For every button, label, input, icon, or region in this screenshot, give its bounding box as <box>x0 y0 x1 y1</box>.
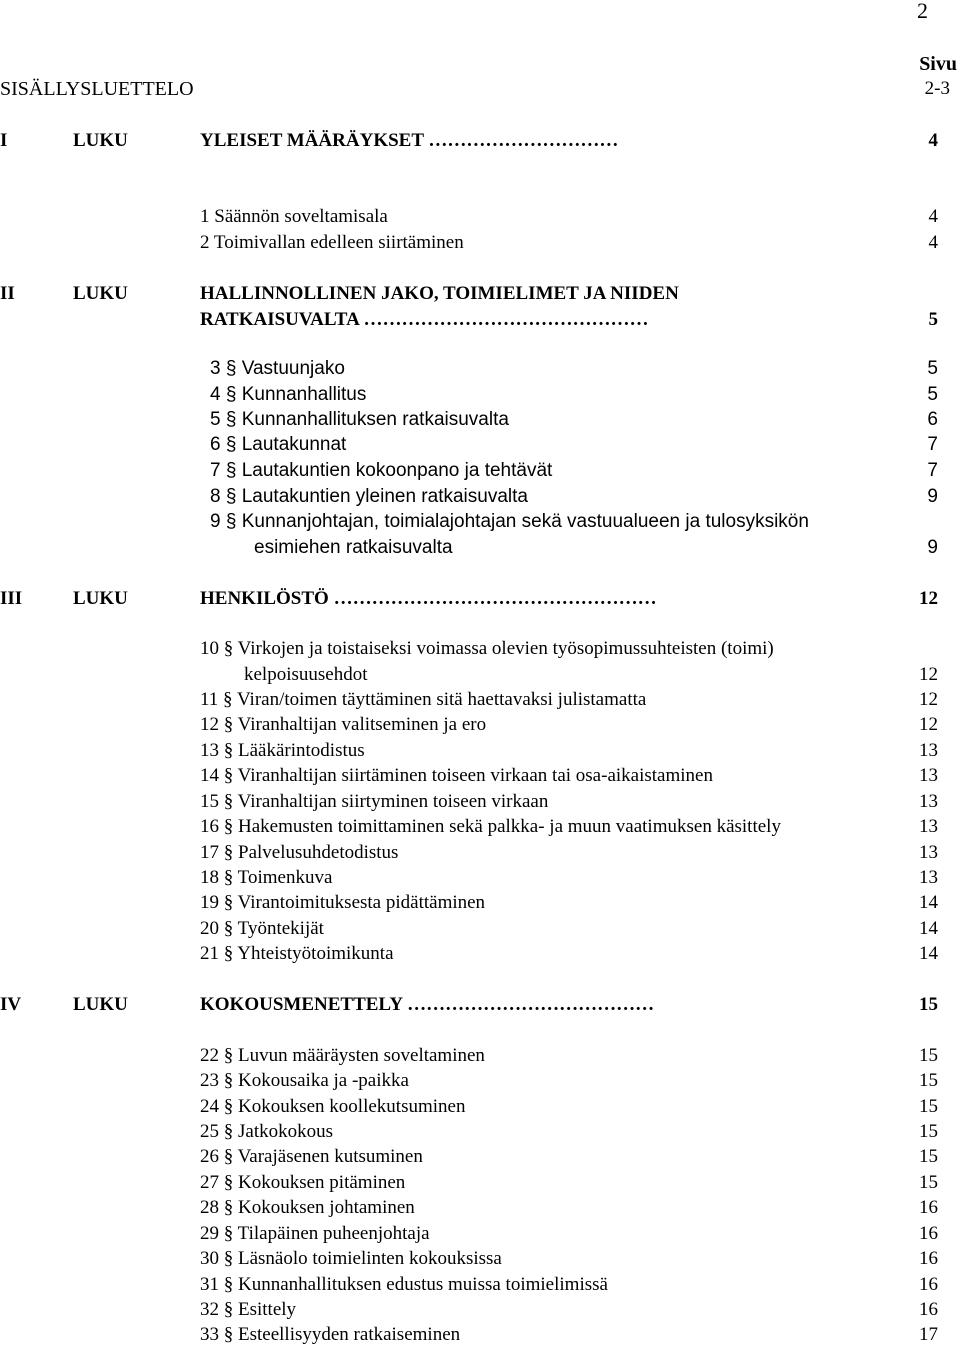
paragraph-sign: § <box>225 460 237 481</box>
paragraph-sign: § <box>223 943 234 964</box>
chapter-roman: IV <box>0 994 22 1015</box>
section-number: 32 <box>200 1299 219 1320</box>
paragraph-sign: § <box>223 1197 234 1218</box>
section-text: Toimenkuva <box>237 867 333 888</box>
chapter-luku: LUKU <box>73 588 128 609</box>
chapter-roman: I <box>0 130 8 151</box>
section-number: 21 <box>200 943 219 964</box>
section-text: Tilapäinen puheenjohtaja <box>237 1223 430 1244</box>
section-30 <box>200 1249 502 1268</box>
section-number: 12 <box>200 714 219 735</box>
section-6 <box>210 435 346 454</box>
section-text: Kunnanhallitus <box>241 384 367 405</box>
chapter-page: 4 <box>928 130 938 151</box>
section-27 <box>200 1173 405 1192</box>
section-page: 16 <box>919 1197 938 1218</box>
paragraph-sign: § <box>223 842 234 863</box>
section-10 <box>200 639 774 658</box>
section-page: 16 <box>919 1223 938 1244</box>
paragraph-sign: § <box>223 1324 234 1345</box>
section-9 <box>210 512 809 531</box>
section-page: 7 <box>927 460 938 481</box>
section-text: Yhteistyötoimikunta <box>237 943 394 964</box>
paragraph-sign: § <box>223 1070 234 1091</box>
page-column-header: Sivu <box>919 53 957 75</box>
section-number: 13 <box>200 740 219 761</box>
section-number: 19 <box>200 892 219 913</box>
paragraph-sign: § <box>225 511 237 532</box>
paragraph-sign: § <box>223 867 234 888</box>
section-page: 14 <box>919 892 938 913</box>
paragraph-sign: § <box>223 1274 234 1295</box>
section-page: 14 <box>919 943 938 964</box>
section-page: 15 <box>919 1045 938 1066</box>
section-page: 9 <box>927 537 938 558</box>
section-29 <box>200 1224 430 1243</box>
section-text-continued: kelpoisuusehdot <box>244 664 368 685</box>
section-number: 5 <box>210 409 221 430</box>
paragraph-sign: § <box>223 1299 234 1320</box>
section-22 <box>200 1046 485 1065</box>
chapter-luku: LUKU <box>73 283 128 304</box>
section-text: Esittely <box>238 1299 297 1320</box>
paragraph-sign: § <box>223 1045 234 1066</box>
section-text: Viranhaltijan valitseminen ja ero <box>237 714 487 735</box>
paragraph-sign: § <box>223 1096 234 1117</box>
chapter-title: KOKOUSMENETTELY ………………………………… <box>200 994 655 1015</box>
section-page: 15 <box>919 1121 938 1142</box>
section-number: 9 <box>210 511 221 532</box>
section-number: 31 <box>200 1274 219 1295</box>
section-text: Toimivallan edelleen siirtäminen <box>213 232 464 253</box>
page-number: 2 <box>917 0 928 23</box>
section-text: Viranhaltijan siirtäminen toiseen virkaan tai osa-aikaistaminen <box>237 765 713 786</box>
paragraph-sign: § <box>223 816 234 837</box>
section-5 <box>210 410 509 429</box>
section-page: 5 <box>927 358 938 379</box>
section-number: 7 <box>210 460 221 481</box>
paragraph-sign: § <box>223 740 234 761</box>
chapter-title: HALLINNOLLINEN JAKO, TOIMIELIMET JA NIIDEN <box>200 283 679 304</box>
paragraph-sign: § <box>225 409 237 430</box>
paragraph-sign: § <box>223 918 234 939</box>
section-24 <box>200 1097 465 1116</box>
section-23 <box>200 1071 409 1090</box>
paragraph-sign: § <box>223 638 234 659</box>
section-text: Läsnäolo toimielinten kokouksissa <box>238 1248 502 1269</box>
toc-title: SISÄLLYSLUETTELO <box>0 78 194 100</box>
section-2 <box>200 233 464 252</box>
section-page: 15 <box>919 1070 938 1091</box>
section-text: Esteellisyyden ratkaiseminen <box>238 1324 461 1345</box>
section-21 <box>200 944 394 963</box>
paragraph-sign: § <box>223 714 234 735</box>
section-number: 17 <box>200 842 219 863</box>
section-page: 4 <box>928 232 938 253</box>
section-page: 16 <box>919 1248 938 1269</box>
chapter-title: HENKILÖSTÖ …………………………………………… <box>200 588 657 609</box>
section-page: 12 <box>919 714 938 735</box>
section-number: 27 <box>200 1172 219 1193</box>
section-text: Lautakunnat <box>241 434 347 455</box>
section-4 <box>210 385 366 404</box>
section-12 <box>200 715 486 734</box>
section-text: Kokouksen pitäminen <box>238 1172 406 1193</box>
section-25 <box>200 1122 333 1141</box>
section-number: 26 <box>200 1146 219 1167</box>
section-text-continued: esimiehen ratkaisuvalta <box>254 537 453 558</box>
section-text: Viranhaltijan siirtyminen toiseen virkaan <box>237 791 549 812</box>
section-number: 4 <box>210 384 221 405</box>
section-33 <box>200 1325 460 1344</box>
section-20 <box>200 919 324 938</box>
section-number: 3 <box>210 358 221 379</box>
paragraph-sign: § <box>223 791 234 812</box>
section-number: 6 <box>210 434 221 455</box>
chapter-title: YLEISET MÄÄRÄYKSET ………………………… <box>200 130 619 151</box>
section-number: 8 <box>210 486 221 507</box>
section-1 <box>200 207 388 226</box>
section-page: 16 <box>919 1274 938 1295</box>
section-text: Kunnanhallituksen edustus muissa toimielimissä <box>238 1274 608 1295</box>
section-text: Säännön soveltamisala <box>214 206 388 227</box>
section-text: Kunnanhallituksen ratkaisuvalta <box>241 409 509 430</box>
section-number: 24 <box>200 1096 219 1117</box>
chapter-roman: III <box>0 588 23 609</box>
section-page: 5 <box>927 384 938 405</box>
section-number: 15 <box>200 791 219 812</box>
section-page: 12 <box>919 664 938 685</box>
chapter-luku: LUKU <box>73 994 128 1015</box>
section-text: Viran/toimen täyttäminen sitä haettavaksi julistamatta <box>236 689 647 710</box>
section-page: 13 <box>919 842 938 863</box>
paragraph-sign: § <box>225 434 237 455</box>
section-text: Kunnanjohtajan, toimialajohtajan sekä vastuualueen ja tulosyksikön <box>241 511 809 532</box>
section-15 <box>200 792 548 811</box>
section-page: 15 <box>919 1096 938 1117</box>
paragraph-sign: § <box>223 1248 234 1269</box>
section-text: Lautakuntien yleinen ratkaisuvalta <box>241 486 528 507</box>
section-number: 1 <box>200 206 210 227</box>
section-number: 29 <box>200 1223 219 1244</box>
section-page: 16 <box>919 1299 938 1320</box>
section-text: Virkojen ja toistaiseksi voimassa olevien työsopimussuhteisten (toimi) <box>237 638 774 659</box>
paragraph-sign: § <box>223 1223 234 1244</box>
section-31 <box>200 1275 608 1294</box>
section-text: Työntekijät <box>237 918 324 939</box>
section-26 <box>200 1147 423 1166</box>
section-page: 13 <box>919 765 938 786</box>
section-number: 28 <box>200 1197 219 1218</box>
section-number: 10 <box>200 638 219 659</box>
section-text: Jatkokokous <box>238 1121 333 1142</box>
section-page: 15 <box>919 1146 938 1167</box>
section-page: 13 <box>919 791 938 812</box>
chapter-page: 15 <box>919 994 938 1015</box>
chapter-luku: LUKU <box>73 130 128 151</box>
section-text: Vastuunjako <box>241 358 345 379</box>
section-8 <box>210 487 528 506</box>
section-page: 9 <box>927 486 938 507</box>
section-text: Kokouksen johtaminen <box>238 1197 415 1218</box>
section-number: 16 <box>200 816 219 837</box>
section-page: 14 <box>919 918 938 939</box>
section-text: Virantoimituksesta pidättäminen <box>237 892 486 913</box>
section-page: 4 <box>928 206 938 227</box>
section-page: 13 <box>919 867 938 888</box>
section-text: Luvun määräysten soveltaminen <box>238 1045 485 1066</box>
paragraph-sign: § <box>223 689 233 710</box>
section-28 <box>200 1198 415 1217</box>
section-13 <box>200 741 365 760</box>
toc-page-range: 2-3 <box>924 78 950 99</box>
section-7 <box>210 461 552 480</box>
section-page: 13 <box>919 816 938 837</box>
section-19 <box>200 893 485 912</box>
section-number: 22 <box>200 1045 219 1066</box>
paragraph-sign: § <box>223 1121 234 1142</box>
paragraph-sign: § <box>225 358 237 379</box>
chapter-roman: II <box>0 283 15 304</box>
section-text: Palvelusuhdetodistus <box>238 842 399 863</box>
section-text: Kokousaika ja -paikka <box>238 1070 409 1091</box>
section-page: 13 <box>919 740 938 761</box>
chapter-page: 12 <box>919 588 938 609</box>
section-page: 12 <box>919 689 938 710</box>
paragraph-sign: § <box>225 384 237 405</box>
section-number: 23 <box>200 1070 219 1091</box>
section-32 <box>200 1300 296 1319</box>
section-number: 30 <box>200 1248 219 1269</box>
section-text: Kokouksen koollekutsuminen <box>238 1096 466 1117</box>
paragraph-sign: § <box>223 892 234 913</box>
chapter-page: 5 <box>928 309 938 330</box>
section-number: 33 <box>200 1324 219 1345</box>
section-3 <box>210 359 345 378</box>
section-page: 17 <box>919 1324 938 1345</box>
section-11 <box>200 690 646 709</box>
section-14 <box>200 766 713 785</box>
section-17 <box>200 843 398 862</box>
paragraph-sign: § <box>223 765 234 786</box>
section-text: Hakemusten toimittaminen sekä palkka- ja muun vaatimuksen käsittely <box>238 816 781 837</box>
paragraph-sign: § <box>225 486 237 507</box>
section-number: 25 <box>200 1121 219 1142</box>
section-text: Lautakuntien kokoonpano ja tehtävät <box>241 460 553 481</box>
section-16 <box>200 817 781 836</box>
section-number: 2 <box>200 232 210 253</box>
section-number: 20 <box>200 918 219 939</box>
section-page: 15 <box>919 1172 938 1193</box>
chapter-title-continued: RATKAISUVALTA ……………………………………… <box>200 309 649 330</box>
section-page: 7 <box>927 434 938 455</box>
section-number: 14 <box>200 765 219 786</box>
section-18 <box>200 868 332 887</box>
section-text: Lääkärintodistus <box>238 740 365 761</box>
section-number: 18 <box>200 867 219 888</box>
section-text: Varajäsenen kutsuminen <box>237 1146 423 1167</box>
paragraph-sign: § <box>223 1172 234 1193</box>
paragraph-sign: § <box>223 1146 234 1167</box>
section-number: 11 <box>200 689 219 710</box>
section-page: 6 <box>927 409 938 430</box>
